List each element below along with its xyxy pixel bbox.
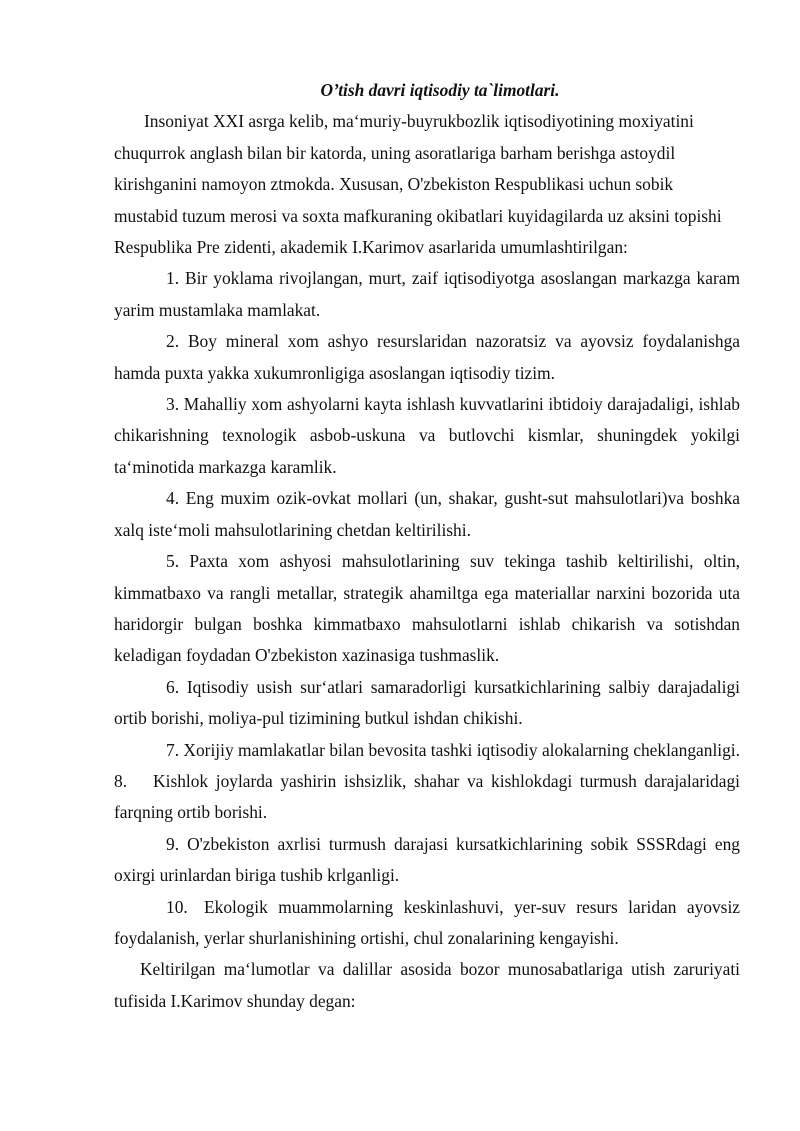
- list-item-number: 7.: [166, 739, 180, 760]
- list-item-text: Xorijiy mamlakatlar bilan bevosita tashki iqtisodiy alokalarning cheklanganligi.: [183, 739, 740, 760]
- list-item-text-8: Kishlok joylarda yashirin ishsizlik, shahar va kishlokdagi turmush darajalaridagi farqning ortib borishi.: [114, 770, 740, 823]
- list-item-2: [114, 326, 740, 389]
- document-title: O’tish davri iqtisodiy ta`limotlari.: [320, 80, 560, 100]
- list-item-number: 4.: [166, 488, 180, 509]
- list-item-7-8: [114, 735, 740, 829]
- list-item-number: 10.: [166, 896, 188, 917]
- list-item-text: Paxta xom ashyosi mahsulotlarining suv tekinga tashib keltirilishi, oltin, kimmatbaxo va rangli metallar, strategik ahamiltga ega materiallar narxini bozorida uta haridorgir bulgan boshka kimmatbaxo mahsulotlarni ishlab chikarish va sotishdan keladigan foydadan O'zbekiston xazinasiga tushmaslik.: [114, 551, 740, 666]
- intro-paragraph: Insoniyat XXI asrga kelib, ma‘muriy-buyrukbozlik iqtisodiyotining moxiyatini chuqurrok anglash bilan bir katorda, uning asoratlariga barham berishga astoydil kirishganini namoyon ztmokda. Xususan, O'zbekiston Respublikasi uchun sobik mustabid tuzum merosi va soxta mafkuraning okibatlari kuyidagilarda uz aksini topishi Respublika Pre zidenti, akademik I.Karimov asarlarida umumlashtirilgan:: [114, 111, 722, 258]
- list-item-text: Ekologik muammolarning keskinlashuvi, yer-suv resurs laridan ayovsiz foydalanish, yerlar shurlanishining ortishi, chul zonalarining kengayishi.: [114, 896, 740, 948]
- document-page: [114, 75, 740, 1017]
- list-item-text: Mahalliy xom ashyolarni kayta ishlash kuvvatlarini ibtidoiy darajadaligi, ishlab chikarishning texnologik asbob-uskuna va butlovchi kismlar, shuningdek yokilgi ta‘minotida markazga karamlik.: [114, 394, 740, 477]
- list-item-number: 6.: [166, 676, 180, 697]
- list-item-number-8: 8.: [114, 770, 128, 791]
- list-item-text: Bir yoklama rivojlangan, murt, zaif iqtisodiyotga asoslangan markazga karam yarim mustamlaka mamlakat.: [114, 268, 740, 320]
- list-item-number: 1.: [166, 268, 180, 289]
- list-item-1: [114, 263, 740, 326]
- list-item-9: [114, 829, 740, 892]
- list-item-text: Iqtisodiy usish sur‘atlari samaradorligi kursatkichlarining salbiy darajadaligi ortib borishi, moliya-pul tizimining butkul ishdan chikishi.: [114, 676, 740, 729]
- list-item-text: Eng muxim ozik-ovkat mollari (un, shakar, gusht-sut mahsulotlari)va boshka xalq iste‘moli mahsulotlarining chetdan keltirilishi.: [114, 488, 740, 540]
- list-item-text: O'zbekiston axrlisi turmush darajasi kursatkichlarining sobik SSSRdagi eng oxirgi urinlardan biriga tushib krlganligi.: [114, 833, 740, 886]
- list-item-4: [114, 483, 740, 546]
- closing-paragraph: Keltirilgan ma‘lumotlar va dalillar asosida bozor munosabatlariga utish zaruriyati tufisida I.Karimov shunday degan:: [114, 959, 740, 1011]
- list-item-6: [114, 672, 740, 735]
- list-item-number: 2.: [166, 331, 180, 352]
- list-item-number: 5.: [166, 551, 180, 572]
- list-item-5: [114, 546, 740, 672]
- list-item-10: [114, 892, 740, 955]
- list-item-number: 3.: [166, 394, 180, 415]
- list-item-text: Boy mineral xom ashyo resurslaridan nazoratsiz va ayovsiz foydalanishga hamda puxta yakka xukumronligiga asoslangan iqtisodiy tizim.: [114, 331, 740, 383]
- list-item-number: 9.: [166, 833, 180, 854]
- list-item-3: [114, 389, 740, 483]
